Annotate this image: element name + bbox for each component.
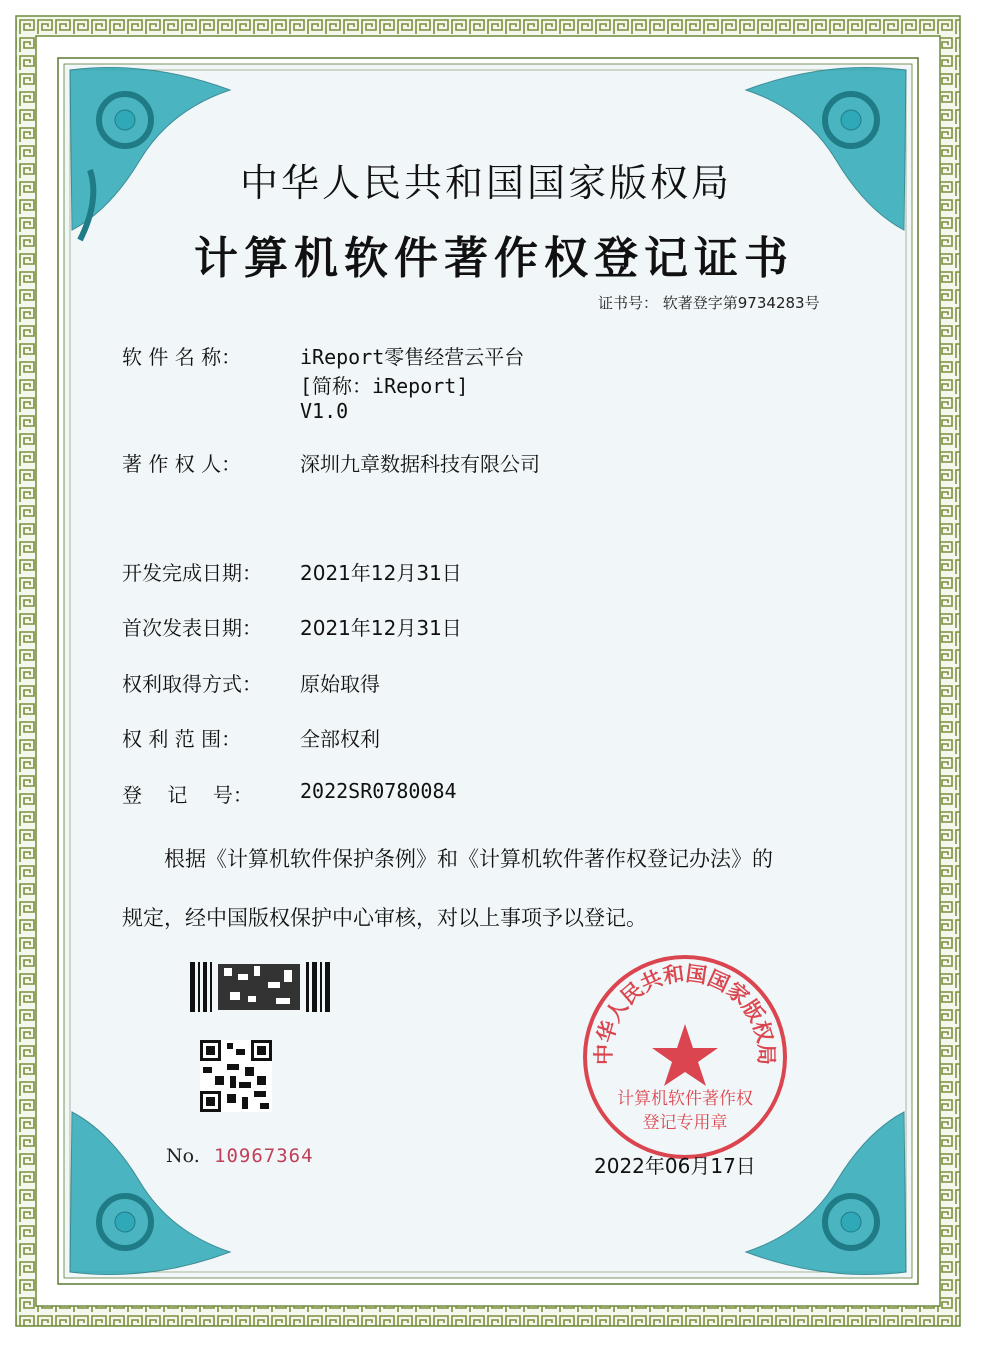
- certificate-title: 计算机软件著作权登记证书: [194, 233, 794, 284]
- field-label-acquisition-method: 权利取得方式：: [122, 672, 262, 696]
- field-label-software-name: 软 件 名 称：: [122, 345, 242, 369]
- field-value-publication-date: 2021年12月31日: [300, 616, 462, 640]
- field-value-software-name: iReport零售经营云平台: [300, 345, 525, 369]
- qr-code-image: [200, 1040, 272, 1112]
- certificate-number: 证书号： 软著登字第9734283号: [598, 294, 820, 312]
- serial-number-label: No.: [166, 1145, 200, 1167]
- field-label-publication-date: 首次发表日期：: [122, 616, 262, 640]
- seal-line-1: 计算机软件著作权: [617, 1089, 753, 1109]
- field-label-copyright-owner: 著 作 权 人：: [122, 452, 242, 476]
- field-value-acquisition-method: 原始取得: [300, 672, 380, 696]
- field-value-copyright-owner: 深圳九章数据科技有限公司: [300, 452, 540, 476]
- field-label-rights-scope: 权 利 范 围：: [122, 727, 242, 751]
- field-value-software-version: V1.0: [300, 399, 349, 423]
- statement-line-2: 规定，经中国版权保护中心审核，对以上事项予以登记。: [122, 906, 647, 930]
- field-value-rights-scope: 全部权利: [300, 727, 380, 751]
- field-value-development-date: 2021年12月31日: [300, 561, 462, 585]
- serial-number: 10967364: [214, 1145, 314, 1167]
- barcode-image: [190, 962, 332, 1012]
- field-label-registration-number: 登 记 号：: [122, 783, 253, 807]
- issue-date: 2022年06月17日: [594, 1154, 756, 1178]
- issuer-title: 中华人民共和国国家版权局: [239, 161, 732, 205]
- field-label-development-date: 开发完成日期：: [122, 561, 262, 585]
- official-seal: [580, 952, 790, 1162]
- statement-line-1: 根据《计算机软件保护条例》和《计算机软件著作权登记办法》的: [164, 847, 773, 871]
- seal-ring-text: 中华人民共和国国家版权局: [591, 961, 779, 1066]
- seal-line-2: 登记专用章: [642, 1113, 728, 1133]
- field-value-registration-number: 2022SR0780084: [300, 779, 457, 803]
- field-value-software-short-name: [简称：iReport]: [300, 374, 469, 398]
